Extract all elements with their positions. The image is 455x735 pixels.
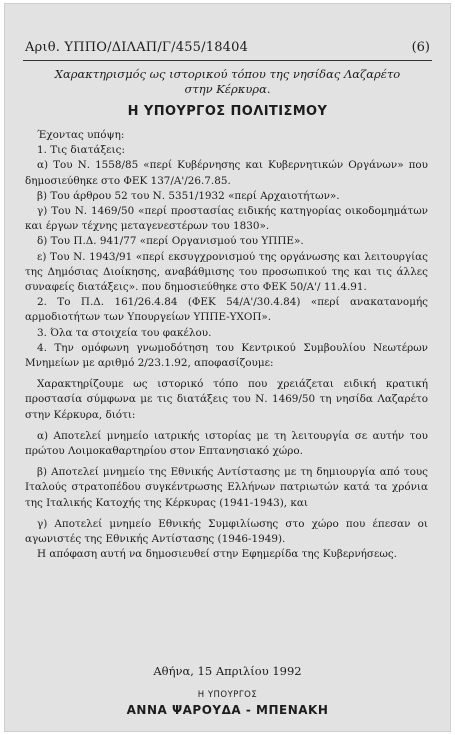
signature-block [25, 664, 430, 717]
reference-number: Αριθ. ΥΠΠΟ/ΔΙΛΑΠ/Γ/455/18404 [25, 40, 249, 55]
subject-line-1: Χαρακτηρισμός ως ιστορικού τόπου της νησίδας Λαζαρέτο [54, 67, 401, 81]
page-number: (6) [411, 40, 430, 55]
subject [45, 67, 410, 97]
signatory-role: Η ΥΠΟΥΡΓΟΣ [197, 690, 258, 700]
item-3: 3. Όλα τα στοιχεία του φακέλου. [37, 326, 212, 339]
reason-b: β) Αποτελεί μνημείο της Εθνικής Αντίστασης με τη δημιουργία από τους Ιταλούς στρατοπέδου συγκέντρωσης Ελλήνων πατριωτών κατά τα χρόνια της Ιταλικής Κατοχής της Κέρκυρας (1941-1943), και [25, 466, 428, 509]
publication-order: Η απόφαση αυτή να δημοσιευθεί στην Εφημερίδα της Κυβερνήσεως. [37, 548, 397, 561]
subject-line-2: στην Κέρκυρα. [184, 82, 271, 96]
reason-c: γ) Αποτελεί μνημείο Εθνικής Συμφιλίωσης στο χώρο που έπεσαν οι αγωνιστές της Εθνικής Αντίστασης (1946-1949). [25, 517, 428, 546]
item-1c: γ) Του Ν. 1469/50 «περί προστασίας ειδικής κατηγορίας οικοδομημάτων και έργων τέχνης μεταγενεστέρων του 1830». [25, 205, 428, 233]
reason-a: α) Αποτελεί μνημείο ιατρικής ιστορίας με τη λειτουργία σε αυτήν του πρώτου Λοιμοκαθαρτηρίου στον Επτανησιακό χώρο. [25, 429, 428, 458]
item-2: 2. Το Π.Δ. 161/26.4.84 (ΦΕΚ 54/Α'/30.4.84) «περί ανακατανομής αρμοδιοτήτων των Υπουργείων ΥΠΠΕ-ΥΧΟΠ». [25, 296, 428, 324]
document-body [25, 128, 428, 562]
item-1e: ε) Του Ν. 1943/91 «περί εκσυγχρονισμού της οργάνωσης και λειτουργίας της Δημόσιας Διοίκησης, αναβάθμισης του προσωπικού της και τις άλλες συναφείς διατάξεις». που δημοσιεύθηκε στο ΦΕΚ 50/Α'/ 11.4.91. [25, 250, 428, 294]
item-1d: δ) Του Π.Δ. 941/77 «περί Οργανισμού του ΥΠΠΕ». [37, 235, 304, 248]
considering-heading: Έχοντας υπόψη: [37, 129, 125, 141]
item-1b: β) Του άρθρου 52 του Ν. 5351/1932 «περί Αρχαιοτήτων». [37, 189, 340, 202]
decision-paragraph: Χαρακτηρίζουμε ως ιστορικό τόπο που χρειάζεται ειδική κρατική προστασία σύμφωνα με τις διατάξεις του Ν. 1469/50 τη νησίδα Λαζαρέτο στην Κέρκυρα, διότι: [25, 378, 428, 421]
signatory-name: ΑΝΝΑ ΨΑΡΟΥΔΑ - ΜΠΕΝΑΚΗ [126, 703, 329, 717]
item-1: 1. Τις διατάξεις: [37, 144, 125, 157]
item-4: 4. Την ομόφωνη γνωμοδότηση του Κεντρικού Συμβουλίου Νεωτέρων Μνημείων με αριθμό 2/23.1.92, αποφασίζουμε: [25, 341, 428, 370]
signing-date: Αθήνα, 15 Απριλίου 1992 [153, 664, 302, 678]
header-rule [23, 60, 432, 61]
item-1a: α) Του Ν. 1558/85 «περί Κυβέρνησης και Κυβερνητικών Οργάνων» που δημοσιεύθηκε στο ΦΕΚ 137/Α'/26.7.85. [25, 159, 428, 187]
document-header [25, 40, 430, 60]
document-page [4, 3, 451, 732]
issuing-authority: Η ΥΠΟΥΡΓΟΣ ΠΟΛΙΤΙΣΜΟΥ [127, 104, 328, 119]
